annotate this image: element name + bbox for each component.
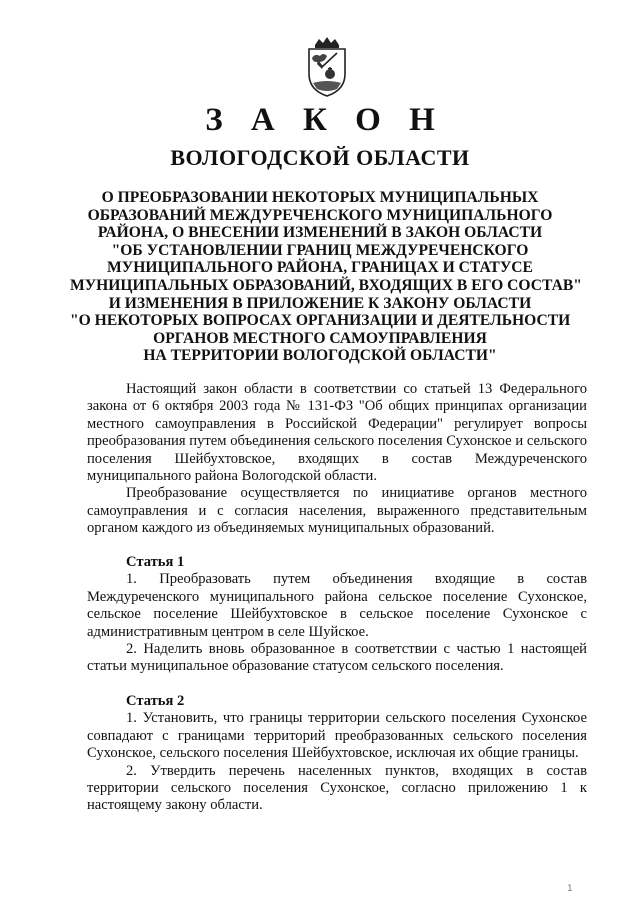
article-2 — [87, 693, 587, 815]
subtitle-line: О ПРЕОБРАЗОВАНИИ НЕКОТОРЫХ МУНИЦИПАЛЬНЫХ — [101, 189, 539, 206]
article-paragraph: 1. Установить, что границы территории сельского поселения Сухонское совпадают с границами территорий преобразованных сельского поселения Сухонское, сельского поселения Шейбухтовское, исключая их общие границы. — [87, 710, 587, 762]
preamble — [87, 381, 587, 538]
law-title: З А К О Н — [205, 102, 445, 138]
page-mark: 1 — [567, 884, 573, 894]
article-paragraph: 1. Преобразовать путем объединения входящие в состав Междуреченского муниципального района сельское поселение Сухонское, сельское поселение Шейбухтовское в сельское поселение Сухонское с административным центром в селе Шуйское. — [87, 571, 587, 640]
article-paragraph: 2. Утвердить перечень населенных пунктов, входящих в состав территории сельского поселения Сухонское, согласно приложению 1 к настоящему закону области. — [87, 762, 587, 814]
subtitle-line: "ОБ УСТАНОВЛЕНИИ ГРАНИЦ МЕЖДУРЕЧЕНСКОГО — [111, 241, 529, 259]
subtitle-line: ОБРАЗОВАНИЙ МЕЖДУРЕЧЕНСКОГО МУНИЦИПАЛЬНОГО — [87, 206, 553, 224]
subtitle-line: МУНИЦИПАЛЬНЫХ ОБРАЗОВАНИЙ, ВХОДЯЩИХ В ЕГО СОСТАВ" — [70, 276, 582, 294]
preamble-paragraph: Настоящий закон области в соответствии со статьей 13 Федерального закона от 6 октября 2003 года № 131-ФЗ "Об общих принципах организации местного самоуправления в Российской Федерации" регулирует вопросы преобразования путем объединения сельского поселения Сухонское и сельского поселения Шейбухтовское, входящих в состав Междуреченского муниципального района Вологодской области. — [87, 381, 587, 485]
subtitle-line: МУНИЦИПАЛЬНОГО РАЙОНА, ГРАНИЦАХ И СТАТУСЕ — [107, 259, 533, 277]
subtitle-line: ОРГАНОВ МЕСТНОГО САМОУПРАВЛЕНИЯ — [153, 329, 487, 347]
article-paragraph: 2. Наделить вновь образованное в соответствии с частью 1 настоящей статьи муниципальное образование статусом сельского поселения. — [87, 641, 587, 675]
region-title: ВОЛОГОДСКОЙ ОБЛАСТИ — [170, 145, 470, 170]
subtitle-line: НА ТЕРРИТОРИИ ВОЛОГОДСКОЙ ОБЛАСТИ" — [143, 347, 497, 365]
coat-of-arms-icon — [301, 36, 353, 98]
article-title: Статья 1 — [126, 554, 185, 570]
subtitle-line: И ИЗМЕНЕНИЯ В ПРИЛОЖЕНИЕ К ЗАКОНУ ОБЛАСТИ — [108, 294, 532, 312]
article-title: Статья 2 — [126, 693, 185, 709]
subtitle-line: РАЙОНА, О ВНЕСЕНИИ ИЗМЕНЕНИЙ В ЗАКОН ОБЛАСТИ — [97, 224, 543, 242]
preamble-paragraph: Преобразование осуществляется по инициативе органов местного самоуправления и с согласия населения, выраженного представительным органом каждого из объединяемых муниципальных образований. — [87, 485, 587, 537]
law-subtitle — [70, 189, 582, 365]
subtitle-line: "О НЕКОТОРЫХ ВОПРОСАХ ОРГАНИЗАЦИИ И ДЕЯТЕЛЬНОСТИ — [70, 312, 571, 330]
article-1 — [87, 554, 587, 676]
